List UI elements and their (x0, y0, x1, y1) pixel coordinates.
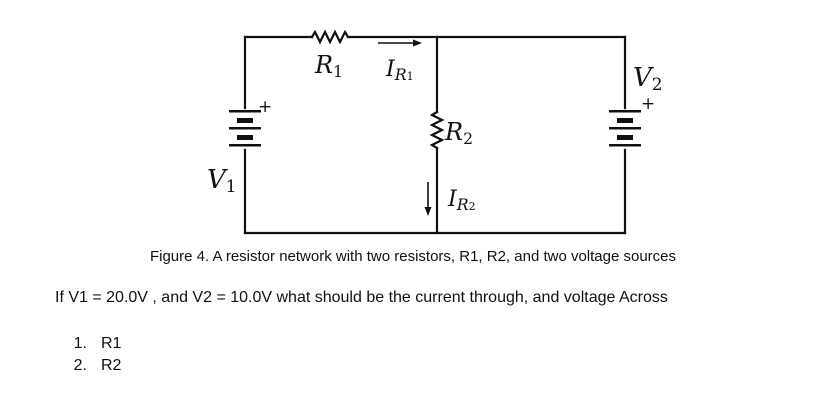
current-arrow-r1 (378, 40, 422, 47)
v1-plus-sign: + (258, 97, 273, 117)
resistor-r2 (432, 112, 442, 148)
i-r2-label: IR2 (448, 187, 476, 214)
v1-label: V1 (207, 165, 237, 197)
v2-label: V2 (633, 63, 663, 95)
battery-v1 (229, 110, 261, 147)
r1-label: R1 (315, 51, 343, 81)
list-item: 1. R1 (73, 335, 122, 352)
resistor-r1 (312, 32, 348, 42)
current-arrow-r2 (425, 182, 432, 216)
question-parts-list (55, 333, 121, 377)
r2-label: R2 (445, 118, 473, 148)
v2-plus-sign: + (641, 94, 656, 114)
figure-caption: Figure 4. A resistor network with two resistors, R1, R2, and two voltage sources (149, 248, 677, 265)
list-item: 2. R2 (73, 357, 122, 374)
i-r1-label: IR1 (386, 57, 414, 84)
battery-v2 (609, 110, 641, 147)
question-text: If V1 = 20.0V , and V2 = 10.0V what should be the current through, and voltage Across (55, 289, 668, 306)
